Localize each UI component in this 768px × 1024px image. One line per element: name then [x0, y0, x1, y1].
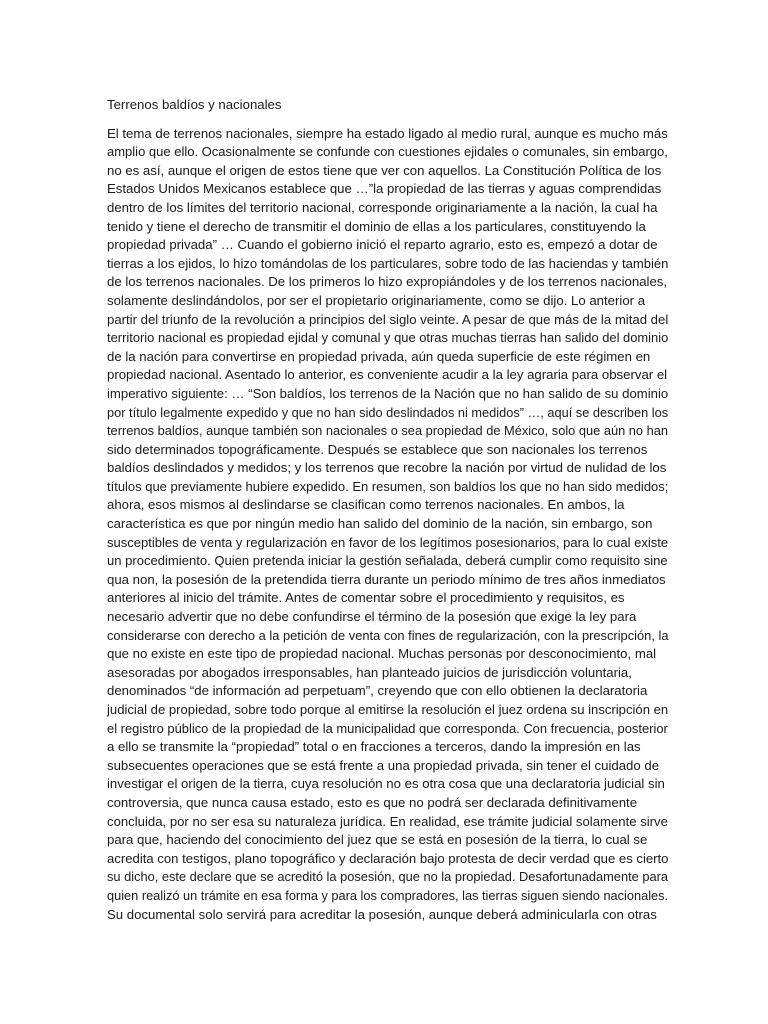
body-text-line: característica es que por ningún medio han salido del dominio de la nación, sin embargo, son: [107, 516, 653, 532]
body-text-line: partir del triunfo de la revolución a principios del siglo veinte. A pesar de que más de la mitad del: [107, 311, 669, 327]
body-text-line: por título legalmente expedido y que no han sido deslindados ni medidos” …, aquí se describen los: [107, 404, 669, 420]
body-text-line: Su documental solo servirá para acreditar la posesión, aunque deberá adminicularla con otras: [107, 906, 657, 922]
document-title: Terrenos baldíos y nacionales: [107, 97, 282, 112]
body-text-line: para que, haciendo del conocimiento del juez que se está en posesión de la tierra, lo cual se: [107, 832, 648, 848]
body-text-line: de la nación para convertirse en propiedad privada, aún queda superficie de este régimen en: [107, 348, 651, 364]
body-text-line: solamente deslindándolos, por ser el propietario originariamente, como se dijo. Lo anterior a: [107, 292, 646, 308]
body-text-line: Estados Unidos Mexicanos establece que …”la propiedad de las tierras y aguas comprendidas: [107, 181, 662, 197]
body-text-line: quien realizó un trámite en esa forma y para los compradores, las tierras siguen siendo nacionales.: [107, 887, 669, 903]
body-text-line: anteriores al inicio del trámite. Antes de comentar sobre el procedimiento y requisitos, es: [107, 590, 625, 606]
body-text-line: controversia, que nunca causa estado, esto es que no podrá ser declarada definitivamente: [107, 794, 638, 810]
body-text-line: considerarse con derecho a la petición de venta con fines de regularización, con la prescripción, la: [107, 627, 669, 643]
body-text-line: propiedad privada” … Cuando el gobierno inició el reparto agrario, esto es, empezó a dotar de: [107, 237, 658, 253]
body-text-line: acredita con testigos, plano topográfico y declaración bajo protesta de decir verdad que es cierto: [107, 850, 669, 866]
body-text-line: a ello se transmite la “propiedad” total o en fracciones a terceros, dando la impresión en las: [107, 739, 641, 755]
body-text-line: tierras a los ejidos, lo hizo tomándolas de los particulares, sobre todo de las haciendas y también: [107, 255, 669, 271]
body-text-line: concluida, por no ser esa su naturaleza jurídica. En realidad, ese trámite judicial solamente sirve: [107, 813, 668, 829]
body-text-line: de los terrenos nacionales. De los primeros lo hizo expropiándoles y de los terrenos nacionales,: [107, 274, 668, 290]
body-text-line: tenido y tiene el derecho de transmitir el dominio de ellas a los particulares, constituyendo la: [107, 218, 646, 234]
body-text-line: que no existe en este tipo de propiedad nacional. Muchas personas por desconocimiento, mal: [107, 646, 657, 662]
body-text-line: títulos que previamente hubiere expedido. En resumen, son baldíos los que no han sido medidos;: [107, 478, 669, 494]
body-text-line: investigar el origen de la tierra, cuya resolución no es otra cosa que una declaratoria judicial sin: [107, 776, 665, 792]
body-text-line: imperativo siguiente: … “Son baldíos, los terrenos de la Nación que no han salido de su dominio: [107, 385, 669, 401]
body-text-line: amplio que ello. Ocasionalmente se confunde con cuestiones ejidales o comunales, sin embargo,: [107, 144, 668, 160]
body-text-line: subsecuentes operaciones que se está frente a una propiedad privada, sin tener el cuidado de: [107, 757, 660, 773]
body-text-line: susceptibles de venta y regularización en favor de los legítimos posesionarios, para lo cual existe: [107, 534, 669, 550]
body-text-line: asesoradas por abogados irresponsables, han planteado juicios de jurisdicción voluntaria,: [107, 664, 632, 680]
body-text-line: dentro de los límites del territorio nacional, corresponde originariamente a la nación, la cual ha: [107, 199, 658, 215]
body-text-line: judicial de propiedad, sobre todo porque al emitirse la resolución el juez ordena su inscripción en: [107, 702, 669, 717]
body-text-line: territorio nacional es propiedad ejidal y comunal y que otras muchas tierras han salido del dominio: [107, 330, 669, 346]
document-body: [107, 125, 668, 925]
body-text-line: no es así, aunque el origen de estos tiene que ver con aquellos. La Constitución Política de los: [107, 162, 662, 178]
body-text-line: ahora, esos mismos al deslindarse se clasifican como terrenos nacionales. En ambos, la: [107, 497, 625, 513]
body-text-line: denominados “de información ad perpetuam”, creyendo que con ello obtienen la declaratoria: [107, 683, 648, 699]
body-text-line: su dicho, este declare que se acreditó la posesión, que no la propiedad. Desafortunadamente para: [107, 869, 669, 885]
body-text-line: sido determinados topográficamente. Después se establece que son nacionales los terrenos: [107, 441, 648, 457]
body-text-line: un procedimiento. Quien pretenda iniciar la gestión señalada, deberá cumplir como requisito sine: [107, 553, 668, 569]
body-text-line: terrenos baldíos, aunque también son nacionales o sea propiedad de México, solo que aún no han: [107, 423, 669, 439]
body-text-line: El tema de terrenos nacionales, siempre ha estado ligado al medio rural, aunque es mucho más: [107, 125, 668, 141]
body-text-line: baldíos deslindados y medidos; y los terrenos que recobre la nación por virtud de nulidad de los: [107, 460, 667, 476]
body-text-line: necesario advertir que no debe confundirse el término de la posesión que exige la ley para: [107, 609, 637, 625]
body-text-line: propiedad nacional. Asentado lo anterior, es conveniente acudir a la ley agraria para observar el: [107, 367, 668, 383]
body-text-line: el registro público de la propiedad de la municipalidad que corresponda. Con frecuencia, posterior: [107, 720, 668, 736]
body-text-line: qua non, la posesión de la pretendida tierra durante un periodo mínimo de tres años inmediatos: [107, 571, 666, 587]
